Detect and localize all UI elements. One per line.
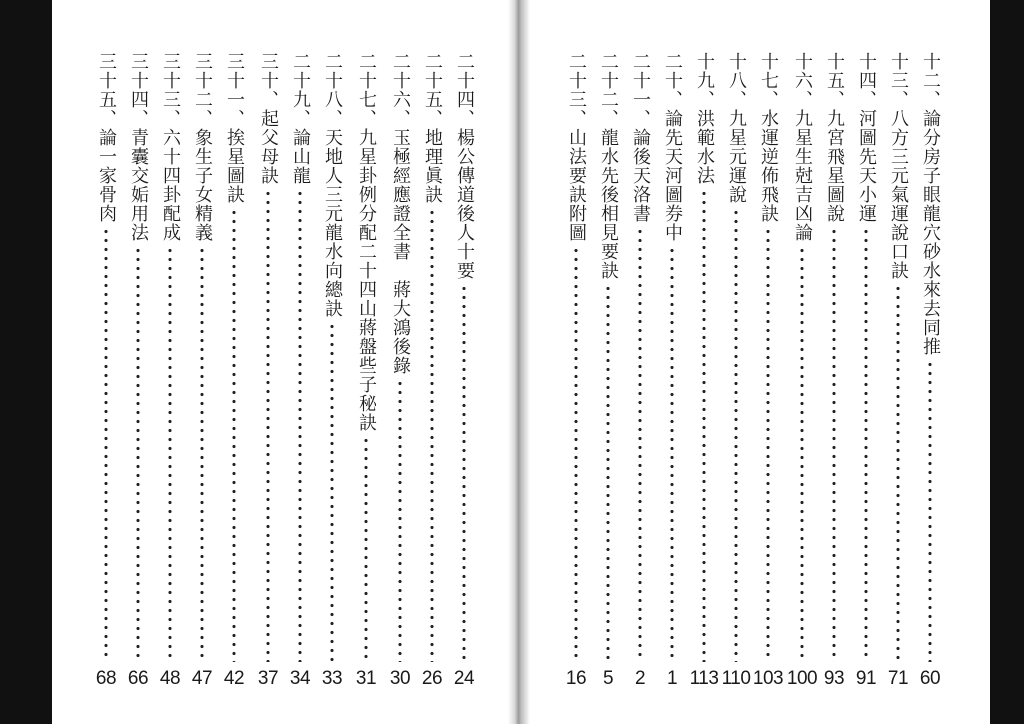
leader-dots <box>430 208 434 662</box>
leader-dots <box>574 246 578 662</box>
toc-entry-title: 十八、九星元運說 <box>726 52 747 204</box>
leader-dots <box>928 360 932 662</box>
toc-entry-title: 二十三、山法要訣附圖 <box>566 52 587 242</box>
toc-entry-title: 十四、河圖先天小運 <box>856 52 877 223</box>
toc-entry-title: 二十一、論後天洛書 <box>630 52 651 223</box>
leader-dots <box>462 284 466 662</box>
leader-dots <box>670 246 674 662</box>
toc-entry-title: 二十八、天地人三元龍水向總訣 <box>322 52 343 318</box>
leader-dots <box>702 189 706 662</box>
toc-entry-title: 十七、水運逆佈飛訣 <box>758 52 779 223</box>
toc-entry-page: 24 <box>453 668 475 689</box>
toc-entry-title: 二十七、九星卦例分配二十四山蔣盤些子秘訣 <box>356 52 377 432</box>
toc-entry <box>350 52 382 690</box>
toc-entry-page: 110 <box>721 668 751 689</box>
toc-entry-title: 三十四、青囊交姤用法 <box>128 52 149 242</box>
leader-dots <box>168 246 172 662</box>
toc-entry <box>882 52 914 690</box>
toc-entry-page: 2 <box>634 668 646 689</box>
toc-entry-page: 33 <box>321 668 343 689</box>
toc-entry-title: 二十二、龍水先後相見要訣 <box>598 52 619 280</box>
toc-entry-title: 三十二、象生子女精義 <box>192 52 213 242</box>
toc-entry-page: 71 <box>887 668 909 689</box>
right-page <box>530 0 990 724</box>
toc-entry-page: 30 <box>389 668 411 689</box>
book-gutter <box>508 0 530 724</box>
toc-entry <box>154 52 186 690</box>
toc-entry-page: 26 <box>421 668 443 689</box>
toc-entry <box>624 52 656 690</box>
toc-entry <box>316 52 348 690</box>
leader-dots <box>638 227 642 662</box>
toc-entry-page: 93 <box>823 668 845 689</box>
toc-entry-page: 31 <box>355 668 377 689</box>
toc-entry <box>284 52 316 690</box>
scan-edge-left <box>0 0 52 724</box>
leader-dots <box>266 189 270 662</box>
toc-entry-page: 42 <box>223 668 245 689</box>
toc-entry-title: 十五、九宮飛星圖說 <box>824 52 845 223</box>
toc-entry-page: 48 <box>159 668 181 689</box>
toc-entry <box>914 52 946 690</box>
toc-entry-page: 100 <box>786 668 818 689</box>
toc-entry <box>186 52 218 690</box>
toc-entry <box>752 52 784 690</box>
leader-dots <box>136 246 140 662</box>
toc-entry <box>720 52 752 690</box>
toc-entry-title: 三十、起父母訣 <box>258 52 279 185</box>
leader-dots <box>766 227 770 662</box>
toc-entry-page: 60 <box>919 668 941 689</box>
toc-entry-page: 47 <box>191 668 213 689</box>
leader-dots <box>398 379 402 662</box>
leader-dots <box>298 189 302 662</box>
toc-entry-title: 十九、洪範水法 <box>694 52 715 185</box>
toc-entry <box>786 52 818 690</box>
leader-dots <box>896 284 900 662</box>
toc-entry-title: 十三、八方三元氣運說口訣 <box>888 52 909 280</box>
leader-dots <box>232 208 236 662</box>
toc-entry-title: 三十一、挨星圖訣 <box>224 52 245 204</box>
toc-entry-title: 三十三、六十四卦配成 <box>160 52 181 242</box>
toc-entry <box>90 52 122 690</box>
toc-entry-page: 103 <box>752 668 784 689</box>
toc-entry <box>384 52 416 690</box>
toc-entry-title: 二十五、地理眞訣 <box>422 52 443 204</box>
toc-entry-title: 二十九、論山龍 <box>290 52 311 185</box>
toc-entry <box>656 52 688 690</box>
toc-entry <box>818 52 850 690</box>
leader-dots <box>800 246 804 662</box>
toc-entry-page: 37 <box>257 668 279 689</box>
toc-entry <box>592 52 624 690</box>
toc-entry-title: 二十四、楊公傳道後人十要 <box>454 52 475 280</box>
toc-entry <box>252 52 284 690</box>
toc-entry-title: 三十五、論一家骨肉 <box>96 52 117 223</box>
toc-entry <box>850 52 882 690</box>
toc-entry <box>560 52 592 690</box>
toc-entry-title: 十二、論分房子眼龍穴砂水來去同推 <box>920 52 941 356</box>
toc-entry-title: 十六、九星生尅吉凶論 <box>792 52 813 242</box>
toc-entry-title: 二十六、玉極經應證全書 蔣大鴻後錄 <box>390 52 411 375</box>
toc-entry-page: 91 <box>855 668 877 689</box>
toc-entry <box>416 52 448 690</box>
leader-dots <box>364 436 368 662</box>
leader-dots <box>104 227 108 662</box>
toc-entry-page: 16 <box>565 668 587 689</box>
leader-dots <box>200 246 204 662</box>
toc-entry-page: 5 <box>602 668 614 689</box>
toc-entry <box>122 52 154 690</box>
toc-entry-title: 二十、論先天河圖券中 <box>662 52 683 242</box>
scan-edge-right <box>990 0 1024 724</box>
toc-entry <box>218 52 250 690</box>
leader-dots <box>832 227 836 662</box>
leader-dots <box>734 208 738 662</box>
toc-entry-page: 68 <box>95 668 117 689</box>
toc-entry-page: 113 <box>689 668 719 689</box>
toc-entry-page: 1 <box>666 668 678 689</box>
leader-dots <box>606 284 610 662</box>
toc-entry-page: 34 <box>289 668 311 689</box>
leader-dots <box>864 227 868 662</box>
left-page <box>52 0 508 724</box>
toc-entry <box>448 52 480 690</box>
toc-entry-page: 66 <box>127 668 149 689</box>
leader-dots <box>330 322 334 662</box>
toc-entry <box>688 52 720 690</box>
